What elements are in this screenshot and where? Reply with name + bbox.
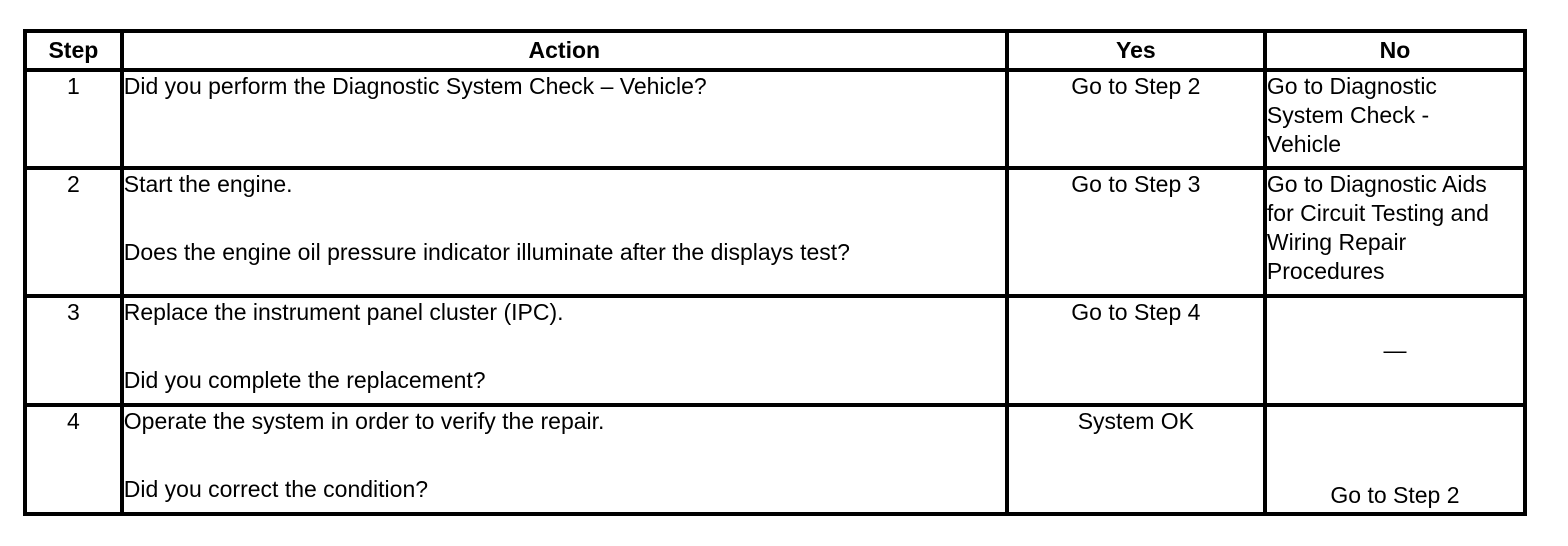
action-text: Start the engine. [123, 171, 293, 197]
table-row [25, 168, 1525, 296]
action-text: Replace the instrument panel cluster (IPC). [123, 299, 564, 325]
no-result [1265, 168, 1525, 296]
no-result-line: Wiring Repair [1266, 229, 1407, 255]
action-text: Operate the system in order to verify the repair. [123, 408, 605, 434]
action-question: Did you correct the condition? [123, 476, 429, 502]
step-number: 2 [25, 168, 122, 296]
header-step: Step [25, 31, 122, 70]
action-text: Did you perform the Diagnostic System Check – Vehicle? [123, 73, 707, 99]
no-result-line: Go to Diagnostic Aids [1266, 171, 1487, 197]
step-number: 3 [25, 296, 122, 405]
yes-result: System OK [1007, 405, 1265, 514]
yes-result: Go to Step 4 [1007, 296, 1265, 405]
action-cell [122, 296, 1007, 405]
action-cell [122, 70, 1007, 168]
no-result-line: Go to Diagnostic [1266, 73, 1437, 99]
table-row [25, 70, 1525, 168]
action-cell [122, 405, 1007, 514]
no-result-line: for Circuit Testing and [1266, 200, 1489, 226]
header-no: No [1265, 31, 1525, 70]
yes-result: Go to Step 2 [1007, 70, 1265, 168]
diagnostic-table [23, 29, 1527, 516]
action-question: Does the engine oil pressure indicator illuminate after the displays test? [123, 239, 850, 265]
action-question: Did you complete the replacement? [123, 367, 486, 393]
no-result: — [1265, 296, 1525, 405]
step-number: 4 [25, 405, 122, 514]
header-action: Action [122, 31, 1007, 70]
table-row [25, 405, 1525, 514]
no-result-line: Vehicle [1266, 131, 1342, 157]
header-yes: Yes [1007, 31, 1265, 70]
header-row [25, 31, 1525, 70]
yes-result: Go to Step 3 [1007, 168, 1265, 296]
no-result [1265, 70, 1525, 168]
no-result-line: System Check - [1266, 102, 1430, 128]
no-result: Go to Step 2 [1265, 405, 1525, 514]
action-cell [122, 168, 1007, 296]
no-result-line: Procedures [1266, 258, 1385, 284]
step-number: 1 [25, 70, 122, 168]
table-row [25, 296, 1525, 405]
